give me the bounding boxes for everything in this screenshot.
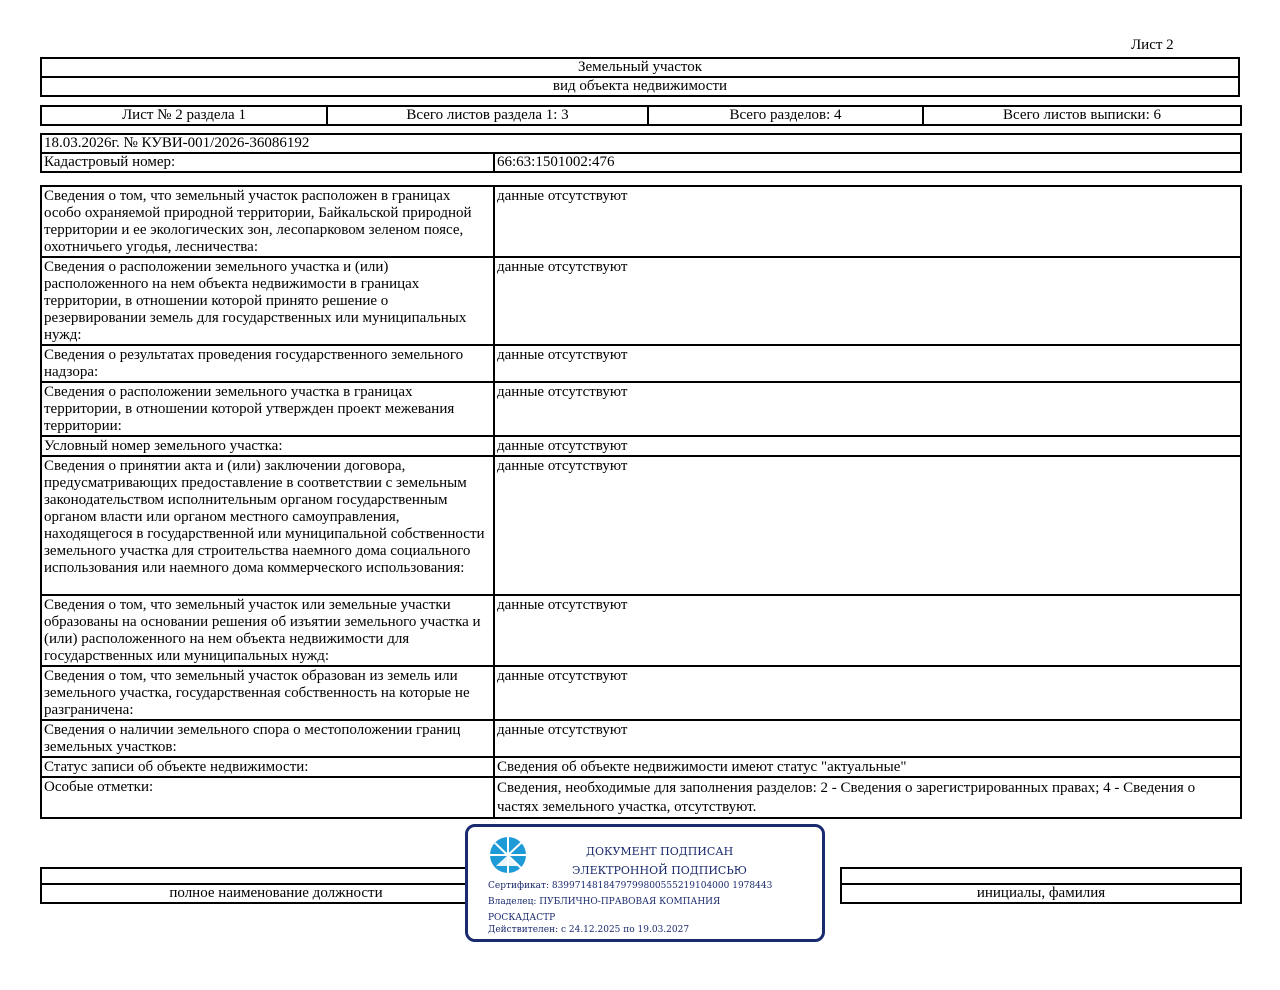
object-title-table [40, 57, 1240, 97]
row-value: данные отсутствуют [494, 595, 1241, 666]
row-label: Условный номер земельного участка: [41, 436, 494, 456]
document-reference: 18.03.2026г. № КУВИ-001/2026-36086192 [41, 134, 1241, 153]
electronic-signature-stamp [465, 824, 825, 942]
name-caption: инициалы, фамилия [841, 884, 1241, 903]
row-value: данные отсутствуют [494, 720, 1241, 757]
position-caption: полное наименование должности [41, 884, 511, 903]
object-subtitle: вид объекта недвижимости [41, 77, 1239, 96]
row-value: данные отсутствуют [494, 186, 1241, 257]
row-label: Сведения о том, что земельный участок или земельные участки образованы на основании решения об изъятии земельного участка и (или) расположенного на нем объекта недвижимости для государственных или муниципальных нужд: [41, 595, 494, 666]
object-title: Земельный участок [41, 58, 1239, 77]
row-label: Статус записи об объекте недвижимости: [41, 757, 494, 777]
table-row [41, 777, 1241, 818]
sections-total: Всего разделов: 4 [648, 106, 923, 125]
details-table [40, 185, 1242, 819]
row-label: Сведения о принятии акта и (или) заключении договора, предусматривающих предоставление в соответствии с земельным законодательством исполнительным органом государственным органом власти или органом местного самоуправления, находящегося в государственной или муниципальной собственности земельного участка для строительства наемного дома социального использования или наемного дома коммерческого использования: [41, 456, 494, 595]
sheet-of-section: Лист № 2 раздела 1 [41, 106, 327, 125]
table-row [41, 436, 1241, 456]
table-row [41, 595, 1241, 666]
stamp-validity: Действителен: с 24.12.2025 по 19.03.2027 [488, 925, 690, 935]
sheet-number: Лист 2 [1131, 37, 1174, 53]
stamp-title-line1: ДОКУМЕНТ ПОДПИСАН [586, 845, 734, 858]
row-label: Сведения о том, что земельный участок образован из земель или земельного участка, государственная собственность на которые не разграничена: [41, 666, 494, 720]
row-value: данные отсутствуют [494, 436, 1241, 456]
table-row [41, 345, 1241, 382]
row-label: Сведения о расположении земельного участка и (или) расположенного на нем объекта недвижимости в границах территории, в отношении которой принято решение о резервировании земель для государственных или муниципальных нужд: [41, 257, 494, 345]
row-value: данные отсутствуют [494, 345, 1241, 382]
name-line [841, 868, 1241, 884]
position-line [41, 868, 511, 884]
row-value: данные отсутствуют [494, 666, 1241, 720]
table-row [41, 720, 1241, 757]
row-label: Особые отметки: [41, 777, 494, 818]
sheets-info-table [40, 105, 1242, 126]
table-row [41, 757, 1241, 777]
stamp-owner: Владелец: ПУБЛИЧНО-ПРАВОВАЯ КОМПАНИЯ [488, 897, 721, 907]
table-row [41, 186, 1241, 257]
rosreestr-logo-icon [488, 835, 528, 875]
extract-sheets-total: Всего листов выписки: 6 [923, 106, 1241, 125]
row-value: данные отсутствуют [494, 257, 1241, 345]
table-row [41, 456, 1241, 595]
row-value: данные отсутствуют [494, 456, 1241, 595]
row-label: Сведения о наличии земельного спора о местоположении границ земельных участков: [41, 720, 494, 757]
cadastral-table [40, 133, 1242, 173]
stamp-title-line2: ЭЛЕКТРОННОЙ ПОДПИСЬЮ [572, 864, 747, 877]
table-row [41, 257, 1241, 345]
table-row [41, 666, 1241, 720]
table-row [41, 382, 1241, 436]
section-sheets-total: Всего листов раздела 1: 3 [327, 106, 648, 125]
row-label: Сведения о том, что земельный участок расположен в границах особо охраняемой природной территории, Байкальской природной территории и ее экологических зон, лесопарковом зеленом поясе, охотничьего угодья, лесничества: [41, 186, 494, 257]
row-label: Сведения о расположении земельного участка в границах территории, в отношении которой утвержден проект межевания территории: [41, 382, 494, 436]
row-value: данные отсутствуют [494, 382, 1241, 436]
row-label: Сведения о результатах проведения государственного земельного надзора: [41, 345, 494, 382]
cadastral-label: Кадастровый номер: [41, 153, 494, 172]
row-value: Сведения об объекте недвижимости имеют статус "актуальные" [494, 757, 1241, 777]
cadastral-number: 66:63:1501002:476 [494, 153, 1241, 172]
stamp-organization: РОСКАДАСТР [488, 913, 556, 923]
stamp-certificate: Сертификат: 8399714818479799800555219104000 1978443 [488, 881, 773, 891]
row-value: Сведения, необходимые для заполнения разделов: 2 - Сведения о зарегистрированных правах; 4 - Сведения о частях земельного участка, отсутствуют. [494, 777, 1241, 818]
